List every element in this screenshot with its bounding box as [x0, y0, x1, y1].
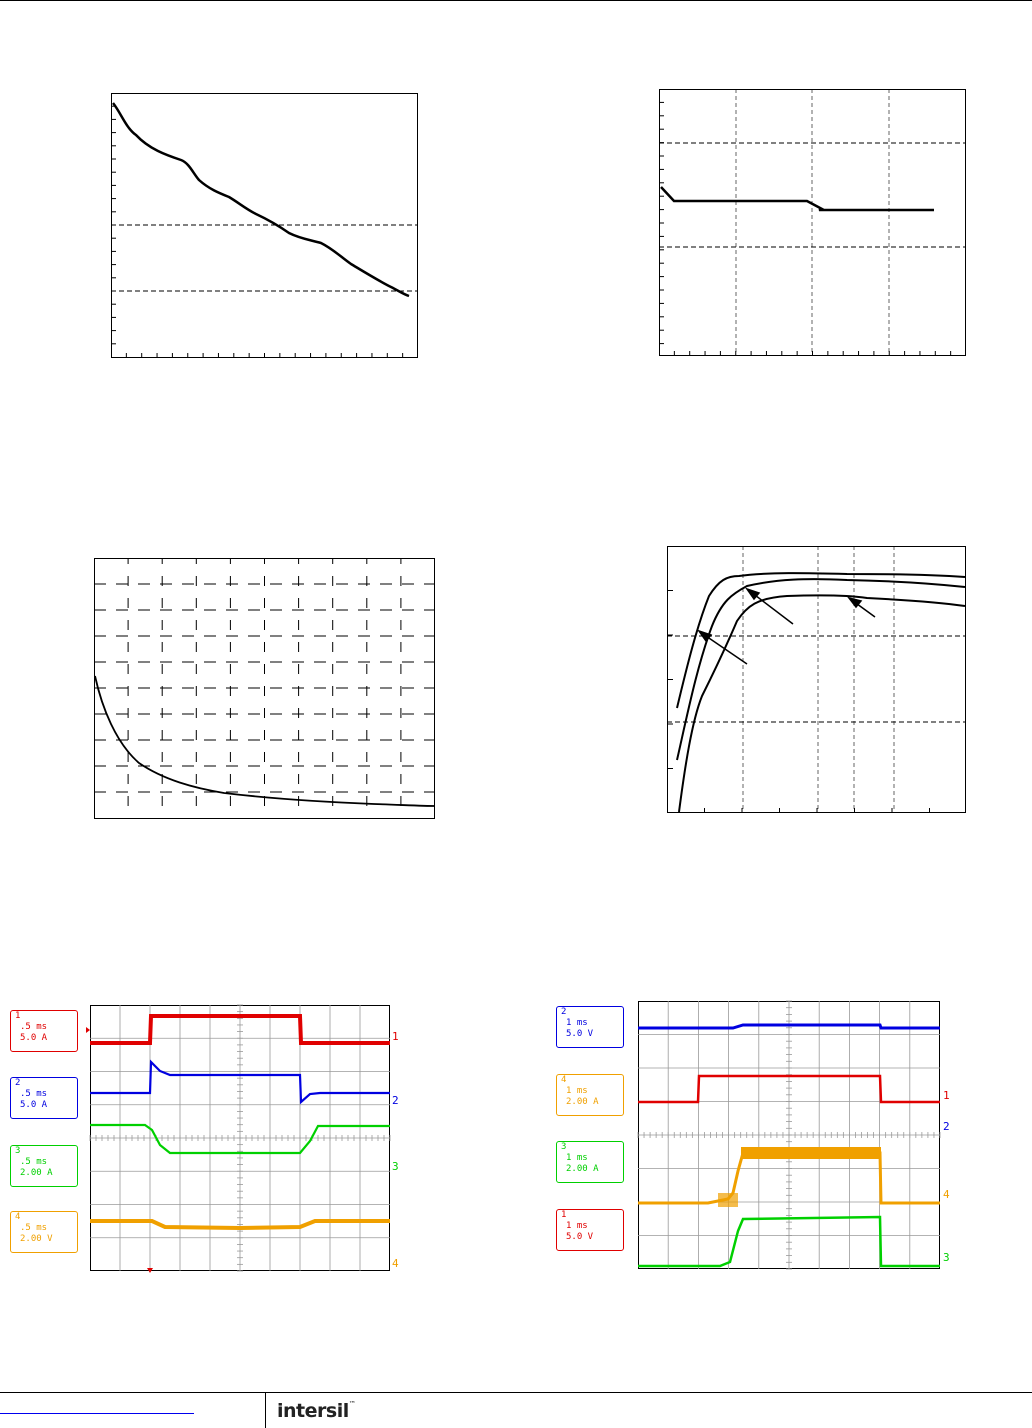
scope-left-legend-scale: 5.0 A	[20, 1033, 48, 1043]
curve-top-left	[113, 103, 409, 296]
scope-right-legend-time: 1 ms	[566, 1086, 588, 1096]
scope-right-legend-scale: 5.0 V	[566, 1029, 594, 1039]
scope-right-legend-time: 1 ms	[566, 1153, 588, 1163]
scope-right-legend-scale: 2.00 A	[566, 1164, 599, 1174]
footer-rule	[0, 1392, 1032, 1393]
scope-left-legend-num: 1	[15, 1011, 21, 1021]
footer-separator	[265, 1392, 266, 1428]
curve-top-right	[661, 187, 934, 210]
scope-right-legend-ch1	[556, 1209, 624, 1251]
scope-left-channel-label: 3	[392, 1160, 399, 1173]
scope-right-legend-ch4	[556, 1074, 624, 1116]
intersil-logo: intersil™	[277, 1400, 356, 1422]
scope-right-legend-ch3	[556, 1141, 624, 1183]
scope-left-legend-time: .5 ms	[20, 1089, 48, 1099]
scope-right-legend-time: 1 ms	[566, 1221, 588, 1231]
scope-right-legend-num: 4	[561, 1075, 567, 1085]
scope-right-legend-scale: 5.0 V	[566, 1232, 594, 1242]
scope-left-legend-scale: 2.00 V	[20, 1234, 53, 1244]
curve-mr-2	[677, 579, 965, 760]
scope-left-legend-time: .5 ms	[20, 1157, 48, 1167]
scope-right-channel-label: 4	[943, 1188, 950, 1201]
scope-right-channel-label: 2	[943, 1120, 950, 1133]
scope-left-legend-scale: 5.0 A	[20, 1100, 48, 1110]
scope2-orange-band	[741, 1147, 881, 1159]
scope-left-legend-num: 3	[15, 1146, 21, 1156]
plot-middle-left	[94, 558, 436, 820]
header-rule	[0, 0, 1032, 1]
scope-left-legend-num: 4	[15, 1212, 21, 1222]
arrow-icon	[699, 589, 875, 664]
scope-left-channel-label: 2	[392, 1094, 399, 1107]
footer-link-underline[interactable]	[0, 1413, 194, 1414]
scope-right-channel-label: 3	[943, 1251, 950, 1264]
scope-right-legend-ch2	[556, 1006, 624, 1048]
scope-left-display	[90, 1005, 392, 1273]
scope-right-legend-num: 2	[561, 1007, 567, 1017]
plot-top-left	[111, 93, 420, 359]
scope-left-legend-ch3	[10, 1145, 78, 1187]
scope-right-legend-time: 1 ms	[566, 1018, 588, 1028]
plot-top-right	[659, 89, 968, 357]
curve-mr-1	[677, 573, 965, 708]
scope-left-legend-num: 2	[15, 1078, 21, 1088]
scope-right-legend-num: 3	[561, 1142, 567, 1152]
scope-right-channel-label: 1	[943, 1089, 950, 1102]
scope-left-legend-ch2	[10, 1077, 78, 1119]
scope-left-legend-scale: 2.00 A	[20, 1168, 53, 1178]
scope-right-legend-scale: 2.00 A	[566, 1097, 599, 1107]
scope-right-legend-num: 1	[561, 1210, 567, 1220]
plot-middle-right	[667, 546, 967, 814]
scope-right-display	[638, 1001, 942, 1271]
scope-left-channel-label: 1	[392, 1030, 399, 1043]
curve-mr-3	[679, 595, 965, 812]
scope-left-legend-time: .5 ms	[20, 1223, 48, 1233]
scope-left-legend-ch1	[10, 1010, 78, 1052]
scope-left-legend-ch4	[10, 1211, 78, 1253]
scope-left-channel-label: 4	[392, 1257, 399, 1270]
scope-left-legend-time: .5 ms	[20, 1022, 48, 1032]
